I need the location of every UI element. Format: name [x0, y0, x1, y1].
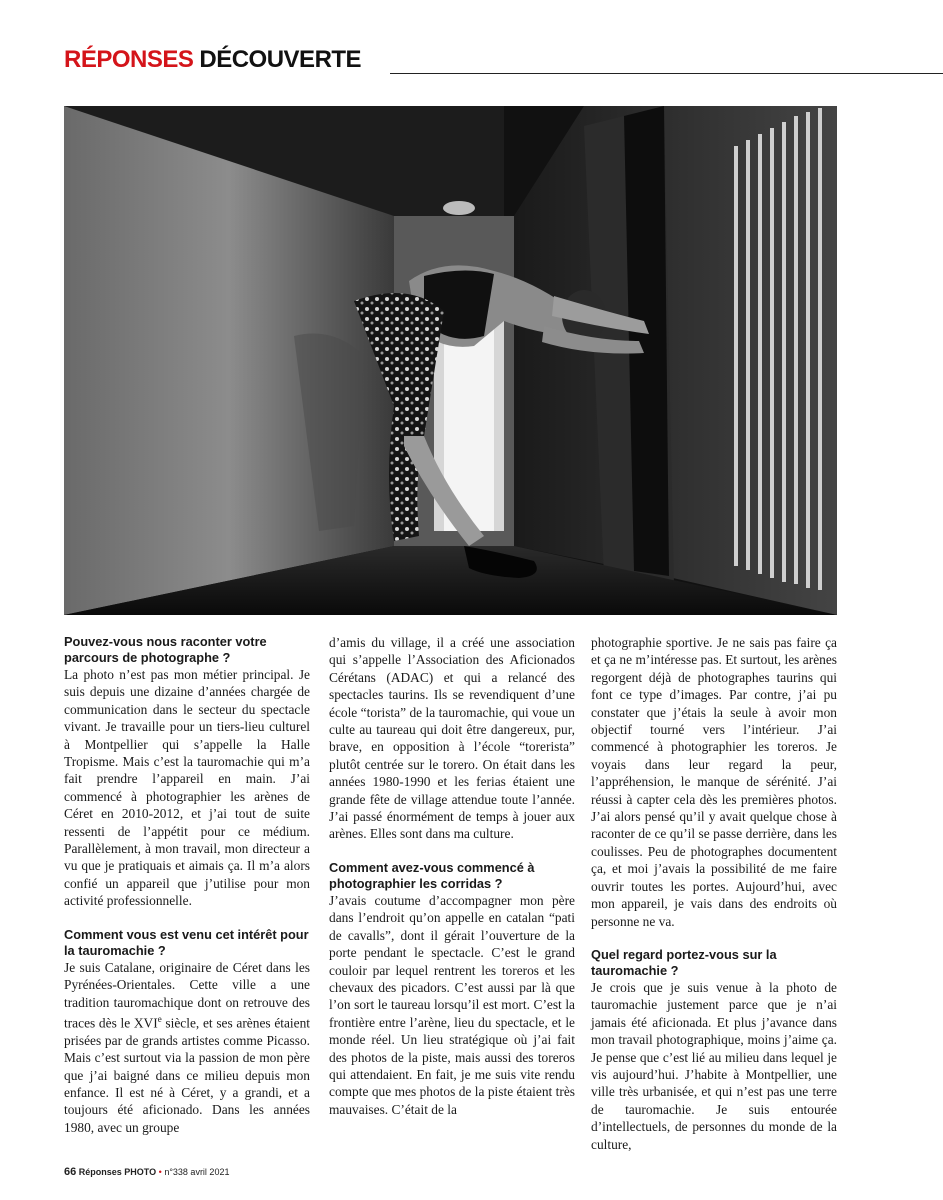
column-1	[64, 634, 310, 1136]
section-header	[64, 46, 361, 74]
answer-1: La photo n’est pas mon métier principal. Je suis depuis une dizaine d’années chargée de communication dans le secteur du spectacle vivant. Je travaille pour un tiers-lieu culturel à Montpellier qui s’appelle la Halle Tropisme. Mais c’est la tauromachie qui m’a fait prendre l’appareil en main. J’ai commencé à photographier les arènes de Céret en 2010-2012, et j’ai tout de suite ressenti de l’appétit pour ce médium. Parallèlement, à mon travail, mon directeur a vu que je pratiquais et aimais ça. Il m’a alors confié un appareil que j’utilise pour mon activité professionnelle.	[64, 667, 310, 909]
main-photo	[64, 106, 837, 615]
answer-4: Je crois que je suis venue à la photo de tauromachie justement parce que je n’ai jamais été aficionada. Et plus j’avance dans mon travail photographique, moins j’aime ça. Je pense que c’est lié au milieu dans lequel je vis aujourd’hui. J’habite à Montpellier, une ville très urbanisée, et qui n’est pas une terre de tauromachie. Je suis entourée d’intellectuels, de personnes du monde de la culture,	[591, 979, 837, 1152]
page-number: 66	[64, 1166, 77, 1178]
answer-2-text-b: siècle, et ses arènes étaient prisées par de grands artistes comme Picasso. Mais c’est surtout via la passion de mon père que j’ai baigné dans ce milieu depuis mon enfance. Il est né à Céret, y a grandi, et a toujours été aficionado. Dans les années 1980, avec un groupe	[64, 1015, 311, 1135]
issue-info: n°338 avril 2021	[164, 1167, 230, 1177]
column-3	[591, 634, 837, 1153]
magazine-name: Réponses PHOTO	[78, 1167, 157, 1177]
column-2	[329, 634, 575, 1118]
answer-2-text-a: Je suis Catalane, originaire de Céret dans les Pyrénées-Orientales. Cette ville a une tradition tauromachique dont on retrouve des traces dès le XVI	[64, 959, 310, 1031]
footer-bullet: •	[158, 1167, 162, 1177]
question-3: Comment avez-vous commencé à photographier les corridas ?	[329, 859, 535, 891]
page-footer	[64, 1166, 229, 1178]
question-2: Comment vous est venu cet intérêt pour la tauromachie ?	[64, 926, 309, 958]
question-4: Quel regard portez-vous sur la tauromachie ?	[591, 946, 777, 978]
century-superscript: e	[157, 1013, 162, 1024]
header-rule	[390, 73, 943, 74]
answer-2	[64, 959, 310, 1137]
question-1: Pouvez-vous nous raconter votre parcours de photographe ?	[64, 634, 267, 665]
photo-torero-stretching-icon	[64, 106, 837, 615]
section-topic: DÉCOUVERTE	[199, 46, 362, 73]
answer-2-continued: d’amis du village, il a créé une association qui s’appelle l’Association des Aficionados Cérétans (ADAC) et qui a relancé des spectacles taurins. Ils se revendiquent d’une école “torista” de la tauromachie, qui voue un culte au taureau qui doit être dangereux, pur, brave, en opposition à l’école “torerista” plutôt centrée sur le torero. On était dans les années 1980-1990 et les ferias étaient une grande fête de village attendue toute l’année. J’ai passé énormément de temps à jouer aux arènes. Elles sont dans ma culture.	[329, 635, 575, 842]
section-label: RÉPONSES	[64, 46, 194, 73]
answer-3-continued: photographie sportive. Je ne sais pas faire ça et ça ne m’intéresse pas. Et surtout, les arènes regorgent déjà de photographes taurins qui font ce type d’images. Par contre, j’ai pu constater que j’étais la seule à avoir mon objectif tourné vers l’intérieur. J’ai commencé à photographier les toreros. Je voyais dans leur regard la peur, l’appréhension, le manque de sérénité. J’ai réussi à capter cela dès les premières photos. J’ai alors pensé qu’il y avait quelque chose à raconter de ce qu’il se passe derrière, dans les coulisses. Peu de photographes documentent ça, et moi j’avais la possibilité de me faire ouvrir toutes les portes. Aujourd’hui, avec mon appareil, je vais dans des endroits où personne ne va.	[591, 635, 837, 929]
answer-3: J’avais coutume d’accompagner mon père dans l’endroit qu’on appelle en catalan “pati de cavalls”, dont il gérait l’ouverture de la porte pendant le spectacle. C’est le grand couloir par lequel rentrent les toreros et les chevaux des picadors. C’est aussi par là que l’on sort le taureau lorsqu’il est mort. C’est la frontière entre l’arène, lieu du spectacle, et le monde réel. Un lieu stratégique où j’ai fait des photos de la piste, mais aussi des toreros qui attendaient. En fait, je me suis vite rendu compte que mes photos de la piste étaient très mauvaises. C’était de la	[329, 892, 575, 1117]
